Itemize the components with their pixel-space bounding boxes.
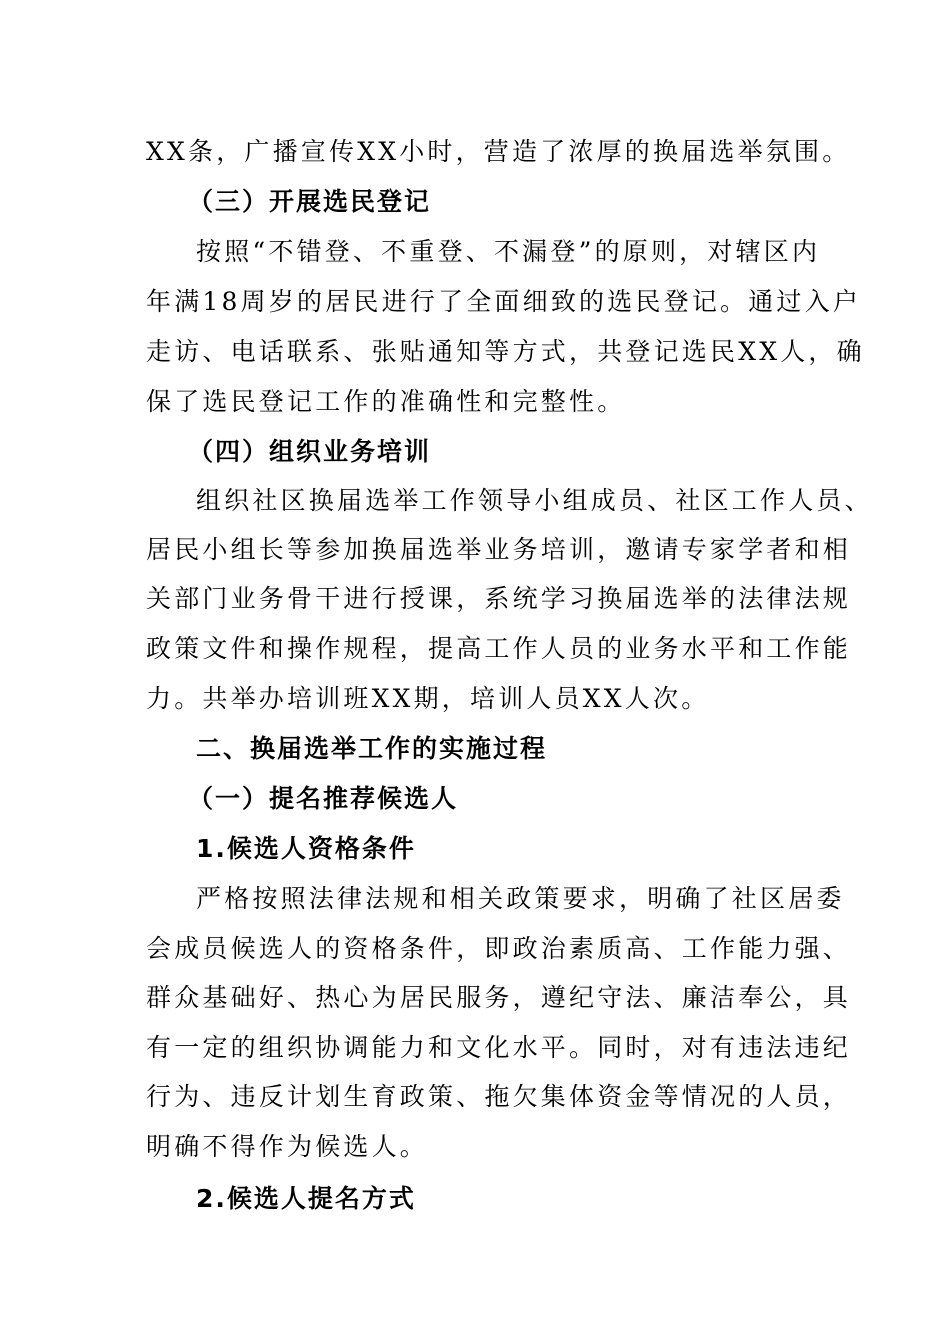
paragraph-line: 年满18周岁的居民进行了全面细致的选民登记。通过入户 — [146, 287, 862, 316]
paragraph-line: 有一定的组织协调能力和文化水平。同时，对有违法违纪 — [146, 1033, 852, 1062]
paragraph-line: 组织社区换届选举工作领导小组成员、社区工作人员、 — [196, 486, 873, 515]
paragraph-line: 群众基础好、热心为居民服务，遵纪守法、廉洁奉公，具 — [146, 983, 852, 1012]
paragraph-line: 力。共举办培训班XX期，培训人员XX人次。 — [146, 684, 710, 713]
paragraph-line: XX条，广播宣传XX小时，营造了浓厚的换届选举氛围。 — [146, 137, 851, 166]
section-heading: （三）开展选民登记 — [188, 187, 432, 216]
paragraph-line: 政策文件和操作规程，提高工作人员的业务水平和工作能 — [146, 634, 852, 663]
paragraph-line: 行为、违反计划生育政策、拖欠集体资金等情况的人员， — [146, 1082, 852, 1111]
paragraph-line: 会成员候选人的资格条件，即政治素质高、工作能力强、 — [146, 934, 852, 963]
section-heading: （四）组织业务培训 — [188, 437, 432, 466]
paragraph-line: 严格按照法律法规和相关政策要求，明确了社区居委 — [196, 884, 845, 913]
section-heading: （一）提名推荐候选人 — [188, 784, 459, 813]
paragraph-line: 按照“不错登、不重登、不漏登”的原则，对辖区内 — [196, 237, 821, 266]
paragraph-line: 居民小组长等参加换届选举业务培训，邀请专家学者和相 — [146, 535, 852, 564]
paragraph-line: 明确不得作为候选人。 — [146, 1132, 429, 1161]
chapter-heading: 二、换届选举工作的实施过程 — [196, 734, 548, 763]
paragraph-line: 关部门业务骨干进行授课，系统学习换届选举的法律法规 — [146, 584, 852, 613]
subsection-heading: 2.候选人提名方式 — [196, 1184, 416, 1213]
paragraph-line: 走访、电话联系、张贴通知等方式，共登记选民XX人，确 — [146, 337, 865, 366]
subsection-heading: 1.候选人资格条件 — [196, 834, 416, 863]
paragraph-line: 保了选民登记工作的准确性和完整性。 — [146, 387, 626, 416]
